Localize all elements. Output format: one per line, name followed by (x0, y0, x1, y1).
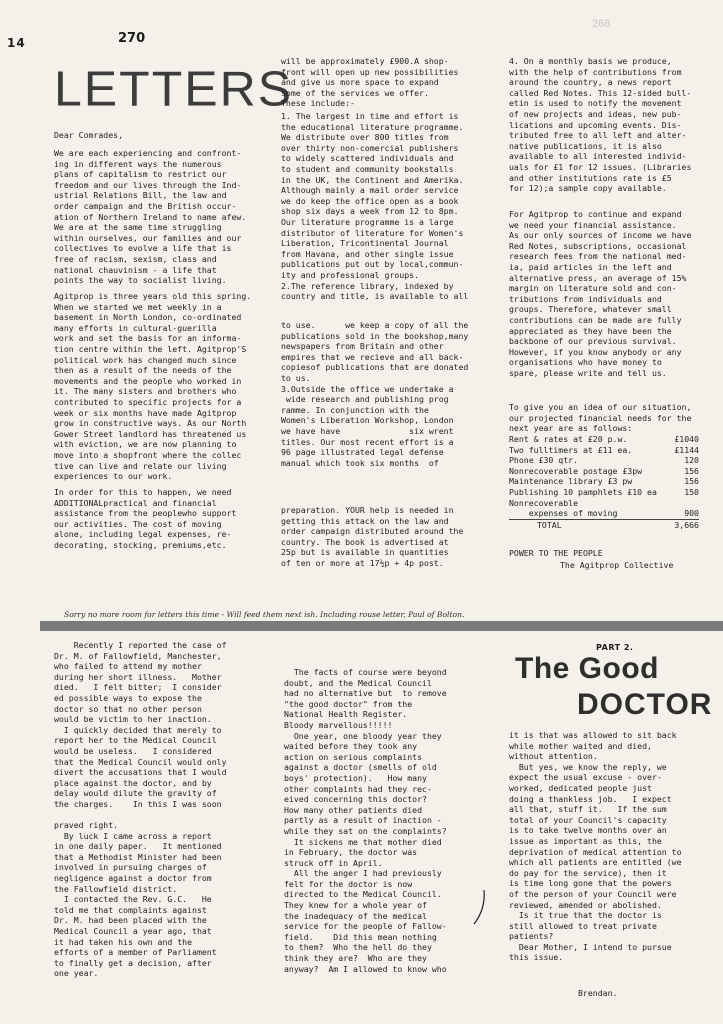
letter-col2-intro: will be approximately £900.A shop- front will open up new possibilities and give us more space to expand some of the services we offer. These include:- (281, 56, 459, 109)
doctor-headline-top: The Good (515, 652, 659, 685)
budget-label: Publishing 10 pamphlets £10 ea (509, 486, 657, 497)
budget-value: 156 (684, 476, 699, 487)
budget-row (509, 508, 699, 520)
letters-heading: LETTERS (54, 61, 294, 117)
faint-page-number: 268 (592, 18, 611, 30)
budget-label: Rent & rates at £20 p.w. (509, 434, 628, 444)
letter-paragraph-2: Agitprop is three years old this spring. When we started we met weekly in a basement in North London, co-ordinated many efforts in cultural-guerilla work and set the basis for an informa- tion centre within the left. Agitprop'S political work has changed much since then as a result of the needs of the movements and the people who worked in it. The many sisters and brothers who contributed to specific projects for a week or six months have made Agitprop grow in constructive ways. As our North Gower Street landlord has threatened us with eviction, we are now planning to move into a shopfront where the collec tive can live and relate our living experiences to our work. (54, 291, 252, 482)
letter-signature: The Agitprop Collective (560, 560, 674, 570)
section-divider-bar (40, 621, 723, 631)
budget-row (509, 487, 699, 498)
budget-row (509, 466, 699, 477)
doctor-article-middle: The facts of course were beyond doubt, and the Medical Council had no alternative but to remove "the good doctor" from the National Health Register. Bloody marvellous!!!!! One year, one bloody year they waited before they took any action on serious complaints against a doctor (smells of old boys' protection). How many other complaints had they rec- eived concerning this doctor? How many other patients died partly as a result of inaction - while they sat on the complaints? It sickens me that mother died in February, the doctor was struck off in April. All the anger I had previously felt for the doctor is now directed to the Medical Council. They knew for a whole year of the inadequacy of the medical service for the people of Fallow- field. Did this mean nothing to them? Who the hell do they think they are? Who are they anyway? Am I allowed to know who (284, 667, 447, 974)
doctor-signoff: Brendan. (578, 988, 618, 998)
budget-label: Nonrecoverable postage £3pw (509, 465, 643, 476)
budget-value: 900 (684, 508, 699, 519)
budget-total-value: 3,666 (674, 519, 699, 530)
closing-slogan: POWER TO THE PEOPLE (509, 548, 603, 558)
budget-label: Maintenance library £3 pw (509, 476, 633, 487)
budget-label: expenses of moving (509, 508, 618, 519)
budget-value: £1144 (674, 444, 699, 455)
budget-row (509, 445, 699, 456)
budget-row (509, 476, 699, 487)
budget-label: Nonrecoverable (509, 497, 579, 508)
letter-col3-red-notes: 4. On a monthly basis we produce, with the help of contributions from around the country, a news report called Red Notes. This 12-sided bull- etin is used to notify the movement of new projects and ideas, new pub- lications and upcoming events. Dis- tributed free to all left and alter- native publications, it is also available to all interested individ- uals for £1 for 12 issues. (Libraries and other institutions rate is £5 for 12);a sample copy available. (509, 56, 692, 194)
budget-total-row (509, 520, 699, 531)
handwritten-note: Sorry no more room for letters this time - Will feed them next ish. Including rouse letter, Paul of Bolton. (64, 610, 465, 619)
part-label: PART 2. (596, 643, 634, 652)
budget-value: £1040 (674, 434, 699, 444)
budget-value: 120 (684, 455, 699, 466)
budget-row (509, 498, 699, 509)
budget-label: Phone £30 qtr. (509, 455, 579, 466)
letter-col2-library: to use. we keep a copy of all the publications sold in the bookshop,many newspapers from Britain and other empires that we recieve and all back- copiesof publications that are donated to us. 3.Outside the office we undertake a wide research and publishing prog ramme. In conjunction with the Women's Liberation Workshop, London we have have six wrent titles. Our most recent effort is a 96 page illustrated legal defense manual which took six months of (281, 320, 469, 468)
letter-paragraph-1: We are each experiencing and confront- ing in different ways the numerous plans of capitalism to restrict our freedom and our lives through the Ind- ustrial Relations Bill, the law and order campaign and the British occur- ation of Northern Ireland to name afew. We are at the same time struggling within ourselves, our families and our collectives to evolve a life that is free of racism, sexism, class and national chauvinism - a life that points the way to socialist living. (54, 148, 247, 286)
doctor-article-left: Recently I reported the case of Dr. M. of Fallowfield, Manchester, who failed to attend my mother during her short illness. Mother died. I felt bitter; I consider ed possible ways to expose the doctor so that no other person would be victim to her inaction. I quickly decided that merely to report her to the Medical Council would be useless. I considered that the Medical Council would only divert the accusations that I would place against the doctor, and by delay would dilute the gravity of the charges. In this I was soon praved right. By luck I came across a report in one daily paper. It mentioned that a Methodist Minister had been involved in pursuing charges of negligence against a doctor from the Fallowfield district. I contacted the Rev. G.C. He told me that complaints against Dr. M. had been placed with the Medical Council a year ago, that it had taken his own and the efforts of a member of Parliament to finally get a decision, after one year. (54, 640, 227, 979)
doctor-article-right: it is that was allowed to sit back while mother waited and died, without attention. But yes, we know the reply, we expect the usual excuse - over- worked, dedicated people just doing a thankless job. I expect all that, stuff it. If the sum total of your Council's capacity is to take twelve months over an issue as important as this, the deprivation of medical attention to which all patients are entitled (we do pay for the service), then it is time long gone that the powers of the person of your Council were reviewed, amended or abolished. Is it true that the doctor is still allowed to treat private patients? Dear Mother, I intend to pursue this issue. (509, 730, 682, 963)
letter-col2-services: 1. The largest in time and effort is the educational literature programme. We distribute over 800 titles from over thirty non-comercial publishers to widely scattered individuals and to student and community bookstalls in the UK, the Continent and Amerika. Although mainly a mail order service we do keep the office open as a book shop six days a week from 12 to 8pm. Our literature programme is a large distributor of literature for Women's Liberation, Tricontinental Journal from Havana, and other single issue publications put out by local,commun- ity and professional groups. 2.The reference library, indexed by country and title, is available to all (281, 111, 469, 302)
budget-row (509, 455, 699, 466)
page-number: 270 (118, 31, 146, 46)
letter-paragraph-3: In order for this to happen, we need ADDITIONALpractical and financial assistance from the peoplewho support our activities. The cost of moving alone, including legal expenses, re- decorating, stocking, premiums,etc. (54, 487, 237, 550)
budget-total-label: TOTAL (537, 519, 562, 530)
budget-value: 150 (684, 486, 699, 497)
pen-mark-icon (470, 888, 490, 928)
page-mark: 14 (7, 36, 26, 50)
letter-col3-finance: For Agitprop to continue and expand we need your financial assistance. As our only sources of income we have Red Notes, subscriptions, occasional research fees from the national med- ia, paid articles in the left and alternative press, an average of 15% margin on literature sold and con- tributions from individuals and groups. Therefore, whatever small contributions can be made are fully appreciated as they have been the backbone of our previous survival. However, if you know anybody or any organisations who have money to spare, please write and tell us. (509, 209, 692, 378)
letter-col2-preparation: preparation. YOUR help is needed in getting this attack on the law and order campaign distributed around the country. The book is advertised at 25p but is available in quantities of ten or more at 17½p + 4p post. (281, 505, 464, 568)
budget-value: 156 (684, 465, 699, 476)
letter-col3-needs: To give you an idea of our situation, our projected financial needs for the next year are as follows: (509, 402, 692, 434)
budget-label: Two fulltimers at £11 ea. (509, 444, 633, 455)
budget-table (509, 434, 699, 530)
doctor-headline-bottom: DOCTOR (577, 688, 713, 721)
letter-greeting: Dear Comrades, (54, 130, 124, 140)
budget-row (509, 434, 699, 445)
